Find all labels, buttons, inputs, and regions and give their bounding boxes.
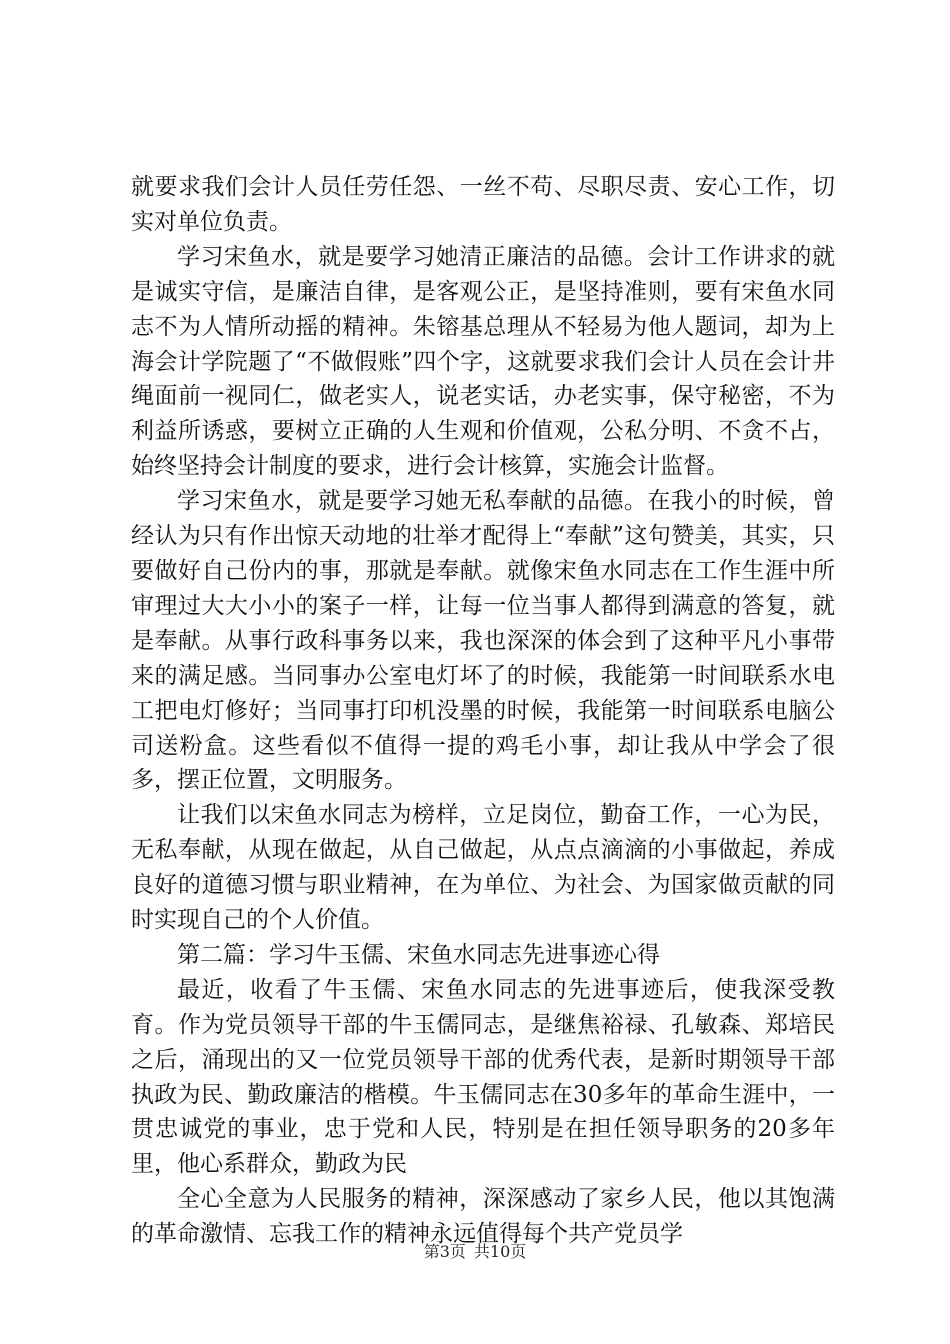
paragraph-3: 学习宋鱼水，就是要学习她无私奉献的品德。在我小的时候，曾经认为只有作出惊天动地的壮举才配得上“奉献”这句赞美，其实，只要做好自己份内的事，那就是奉献。就像宋鱼水同志在工作生涯中所审理过大大小小的案子一样，让每一位当事人都得到满意的答复，就是奉献。从事行政科事务以来，我也深深的体会到了这种平凡小事带来的满足感。当同事办公室电灯坏了的时候，我能第一时间联系水电工把电灯修好；当同事打印机没墨的时候，我能第一时间联系电脑公司送粉盒。这些看似不值得一提的鸡毛小事，却让我从中学会了很多，摆正位置，文明服务。 — [131, 488, 835, 794]
document-body — [131, 170, 835, 1252]
page-footer — [0, 1241, 950, 1263]
page-total: 共10页 — [473, 1242, 527, 1261]
section-heading: 第二篇：学习牛玉儒、宋鱼水同志先进事迹心得 — [177, 941, 660, 968]
paragraph-6: 全心全意为人民服务的精神，深深感动了家乡人民，他以其饱满的革命激情、忘我工作的精神永远值得每个共产党员学 — [131, 1186, 835, 1248]
paragraph-1: 就要求我们会计人员任劳任怨、一丝不苟、尽职尽责、安心工作，切实对单位负责。 — [131, 174, 835, 235]
page-number: 第3页 — [423, 1242, 466, 1261]
paragraph-5: 最近，收看了牛玉儒、宋鱼水同志的先进事迹后，使我深受教育。作为党员领导干部的牛玉儒同志，是继焦裕禄、孔敏森、郑培民之后，涌现出的又一位党员领导干部的优秀代表，是新时期领导干部执政为民、勤政廉洁的楷模。牛玉儒同志在30多年的革命生涯中，一贯忠诚党的事业，忠于党和人民，特别是在担任领导职务的20多年里，他心系群众，勤政为民 — [131, 976, 835, 1178]
paragraph-2: 学习宋鱼水，就是要学习她清正廉洁的品德。会计工作讲求的就是诚实守信，是廉洁自律，是客观公正，是坚持准则，要有宋鱼水同志不为人情所动摇的精神。朱镕基总理从不轻易为他人题词，却为上海会计学院题了“不做假账”四个字，这就要求我们会计人员在会计井绳面前一视同仁，做老实人，说老实话，办老实事，保守秘密，不为利益所诱惑，要树立正确的人生观和价值观，公私分明、不贪不占，始终坚持会计制度的要求，进行会计核算，实施会计监督。 — [131, 243, 835, 480]
paragraph-4: 让我们以宋鱼水同志为榜样，立足岗位，勤奋工作，一心为民，无私奉献，从现在做起，从自己做起，从点点滴滴的小事做起，养成良好的道德习惯与职业精神，在为单位、为社会、为国家做贡献的同时实现自己的个人价值。 — [131, 802, 835, 934]
